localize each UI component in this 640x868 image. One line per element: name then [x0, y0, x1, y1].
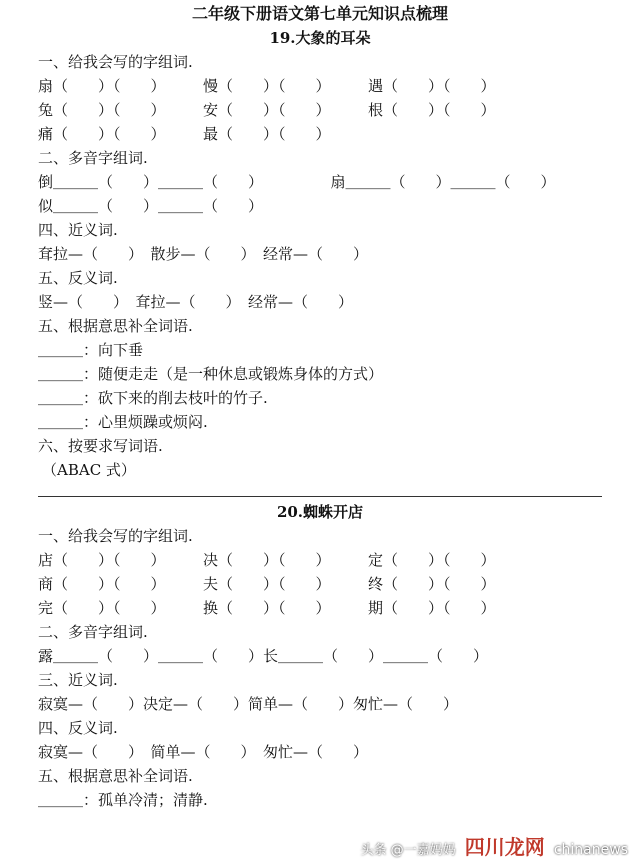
s19-line-6: 似＿＿＿（ ）＿＿＿（ ） — [38, 197, 264, 215]
s20-line-7: 寂寞—（ ）决定—（ ）简单—（ ）匆忙—（ ） — [38, 695, 459, 713]
s20-line-10: 五、根据意思补全词语. — [38, 767, 193, 785]
lesson-19-title: 19.大象的耳朵 — [269, 29, 371, 47]
s19-line-4: 二、多音字组词. — [38, 149, 148, 167]
lesson-20-title: 20.蜘蛛开店 — [276, 503, 364, 521]
s20-line-11: ＿＿＿：孤单冷清；清静. — [38, 791, 208, 809]
s20-line-6: 三、近义词. — [38, 671, 118, 689]
s19-line-15: ＿＿＿：心里烦躁或烦闷. — [38, 413, 208, 431]
watermark-author: 头条 @一嘉妈妈 — [360, 843, 456, 858]
s19-line-8: 耷拉—（ ） 散步—（ ） 经常—（ ） — [38, 245, 369, 263]
s19-line-16: 六、按要求写词语. — [38, 437, 163, 455]
s19-line-14: ＿＿＿：砍下来的削去枝叶的竹子. — [38, 389, 268, 407]
s19-line-10: 竖—（ ） 耷拉—（ ） 经常—（ ） — [38, 293, 354, 311]
s20-line-1: 店（ ）（ ） 决（ ）（ ） 定（ ）（ ） — [38, 551, 496, 569]
s20-line-4: 二、多音字组词. — [38, 623, 148, 641]
s20-line-8: 四、反义词. — [38, 719, 118, 737]
s19-line-0: 一、给我会写的字组词. — [38, 53, 193, 71]
watermark-site: chinanews — [553, 842, 628, 858]
s19-line-1: 扇（ ）（ ） 慢（ ）（ ） 遇（ ）（ ） — [38, 77, 496, 95]
s19-line-5: 倒＿＿＿（ ）＿＿＿（ ） 扇＿＿＿（ ）＿＿＿（ ） — [38, 173, 556, 191]
s19-line-3: 痛（ ）（ ） 最（ ）（ ） — [38, 125, 331, 143]
s19-line-7: 四、近义词. — [38, 221, 118, 239]
s20-line-0: 一、给我会写的字组词. — [38, 527, 193, 545]
s19-line-11: 五、根据意思补全词语. — [38, 317, 193, 335]
watermark — [361, 831, 628, 860]
s19-line-2: 兔（ ）（ ） 安（ ）（ ） 根（ ）（ ） — [38, 101, 496, 119]
s20-line-3: 完（ ）（ ） 换（ ）（ ） 期（ ）（ ） — [38, 599, 496, 617]
s19-line-17: （ABAC 式） — [42, 461, 136, 479]
document-title: 二年级下册语文第七单元知识点梳理 — [191, 4, 448, 23]
s20-line-2: 商（ ）（ ） 夫（ ）（ ） 终（ ）（ ） — [38, 575, 496, 593]
section-divider — [38, 496, 602, 497]
watermark-brand-logo: 四川龙网 — [464, 835, 545, 859]
s19-line-12: ＿＿＿：向下垂 — [38, 341, 144, 359]
s19-line-9: 五、反义词. — [38, 269, 118, 287]
s19-line-13: ＿＿＿：随便走走（是一种休息或锻炼身体的方式） — [38, 365, 384, 383]
s20-line-5: 露＿＿＿（ ）＿＿＿（ ）长＿＿＿（ ）＿＿＿（ ） — [38, 647, 489, 665]
s20-line-9: 寂寞—（ ） 简单—（ ） 匆忙—（ ） — [38, 743, 369, 761]
